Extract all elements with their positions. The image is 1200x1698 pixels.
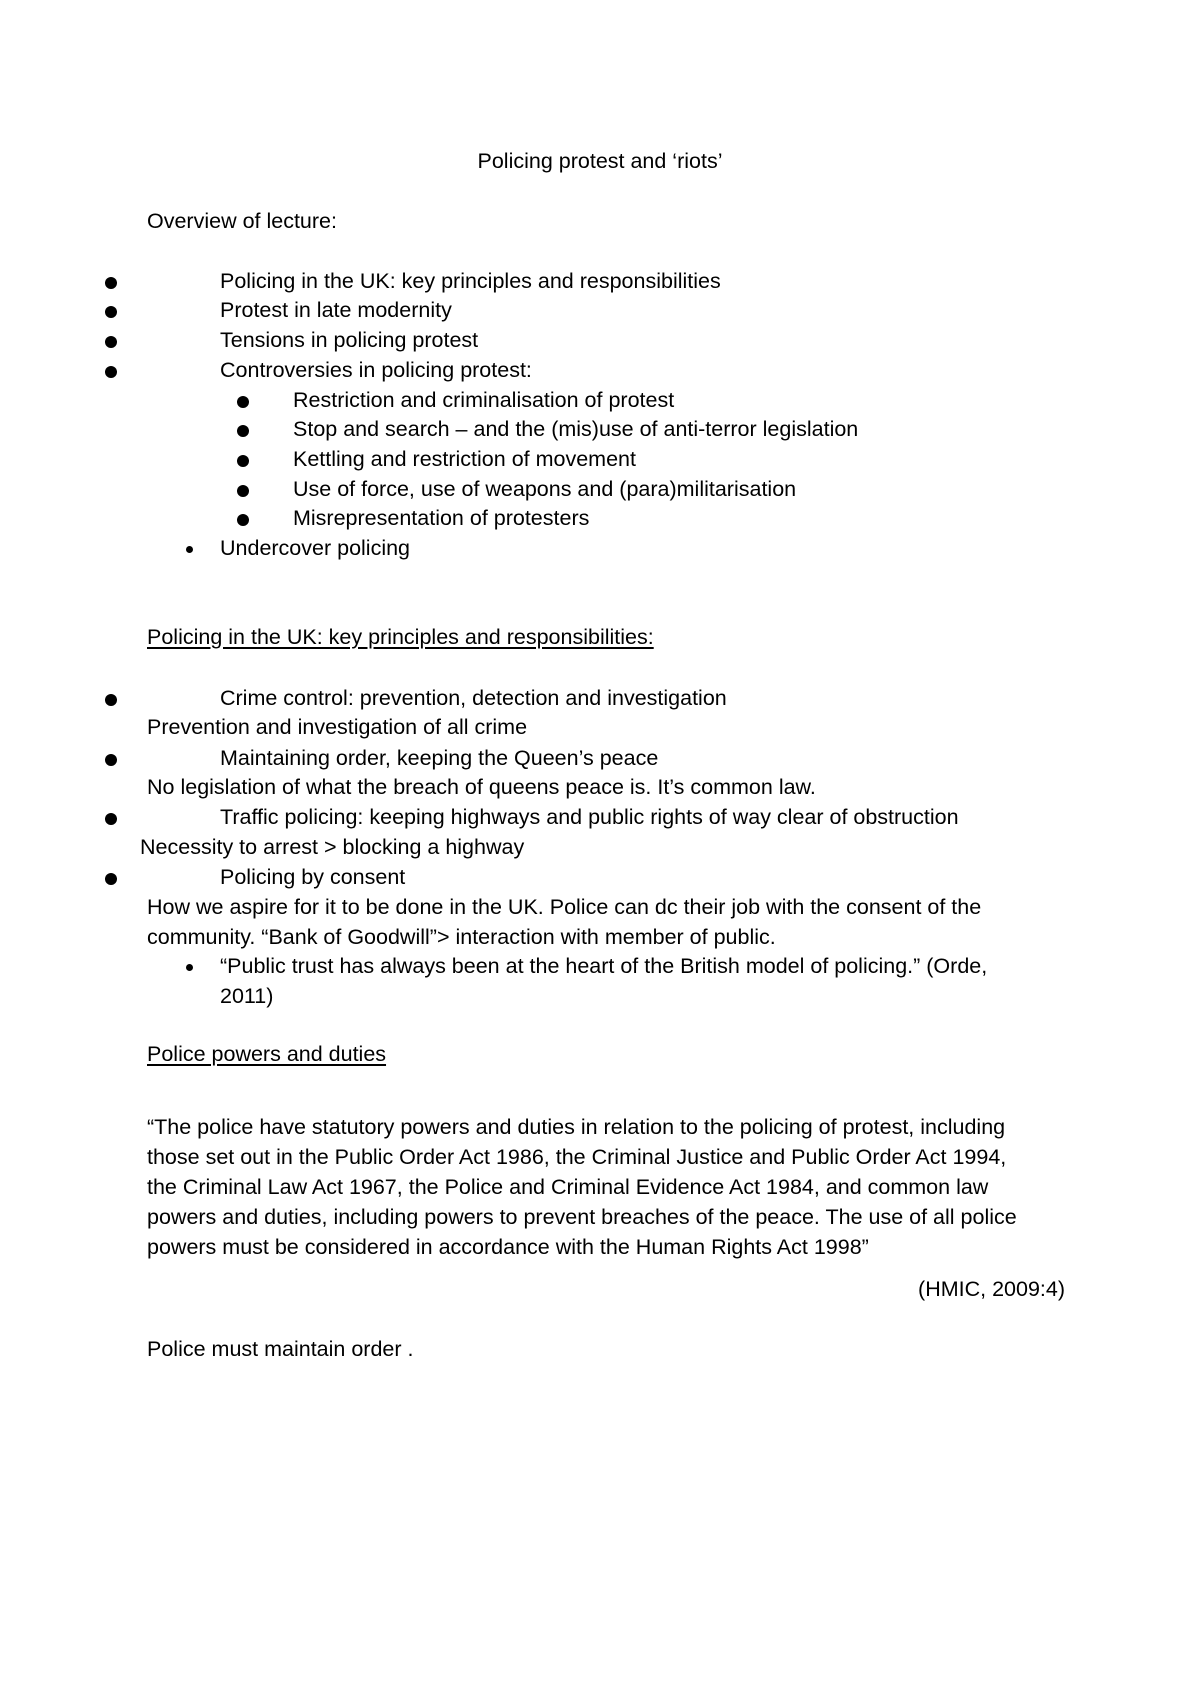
sub-bullet-icon [237, 396, 249, 408]
bullet-icon [105, 754, 117, 766]
overview-item: Undercover policing [220, 536, 411, 560]
principle-note: community. “Bank of Goodwill”> interaction with member of public. [147, 925, 776, 949]
quote-line: the Criminal Law Act 1967, the Police and Criminal Evidence Act 1984, and common law [147, 1175, 989, 1199]
quote-line: 2011) [220, 984, 274, 1008]
principle-note: How we aspire for it to be done in the UK. Police can dc their job with the consent of the [147, 895, 982, 919]
principle-item: Policing by consent [220, 865, 406, 889]
sub-bullet-icon [237, 425, 249, 437]
overview-subitem: Kettling and restriction of movement [293, 447, 636, 471]
section-heading: Policing in the UK: key principles and responsibilities: [147, 625, 654, 649]
overview-item: Policing in the UK: key principles and responsibilities [220, 269, 721, 293]
overview-heading: Overview of lecture: [147, 209, 337, 233]
principle-note: No legislation of what the breach of queens peace is. It’s common law. [147, 775, 816, 799]
overview-subitem: Misrepresentation of protesters [293, 506, 590, 530]
sub-bullet-icon [237, 455, 249, 467]
principle-note: Prevention and investigation of all crime [147, 715, 528, 739]
principle-item: Maintaining order, keeping the Queen’s peace [220, 746, 659, 770]
closing-text: Police must maintain order . [147, 1337, 414, 1361]
principle-item: Traffic policing: keeping highways and public rights of way clear of obstruction [220, 805, 959, 829]
bullet-icon [105, 306, 117, 318]
quote-line: powers must be considered in accordance with the Human Rights Act 1998” [147, 1235, 869, 1259]
bullet-icon [105, 694, 117, 706]
bullet-icon [105, 813, 117, 825]
principle-item: Crime control: prevention, detection and investigation [220, 686, 727, 710]
sub-bullet-icon [237, 485, 249, 497]
small-bullet-icon [186, 964, 193, 971]
bullet-icon [105, 336, 117, 348]
overview-item: Protest in late modernity [220, 298, 452, 322]
overview-subitem: Stop and search – and the (mis)use of anti-terror legislation [293, 417, 859, 441]
section-heading: Police powers and duties [147, 1042, 387, 1066]
overview-item: Tensions in policing protest [220, 328, 479, 352]
overview-subitem: Use of force, use of weapons and (para)militarisation [293, 477, 797, 501]
overview-subitem: Restriction and criminalisation of protest [293, 388, 675, 412]
bullet-icon [105, 366, 117, 378]
sub-bullet-icon [237, 514, 249, 526]
citation: (HMIC, 2009:4) [918, 1277, 1065, 1301]
quote-line: “Public trust has always been at the heart of the British model of policing.” (Orde, [220, 954, 988, 978]
small-bullet-icon [186, 546, 193, 553]
quote-line: those set out in the Public Order Act 1986, the Criminal Justice and Public Order Act 1994, [147, 1145, 1007, 1169]
overview-item: Controversies in policing protest: [220, 358, 532, 382]
bullet-icon [105, 277, 117, 289]
page-title: Policing protest and ‘riots’ [477, 149, 723, 173]
quote-line: powers and duties, including powers to prevent breaches of the peace. The use of all police [147, 1205, 1017, 1229]
principle-note: Necessity to arrest > blocking a highway [140, 835, 525, 859]
quote-line: “The police have statutory powers and duties in relation to the policing of protest, including [147, 1115, 1006, 1139]
bullet-icon [105, 873, 117, 885]
